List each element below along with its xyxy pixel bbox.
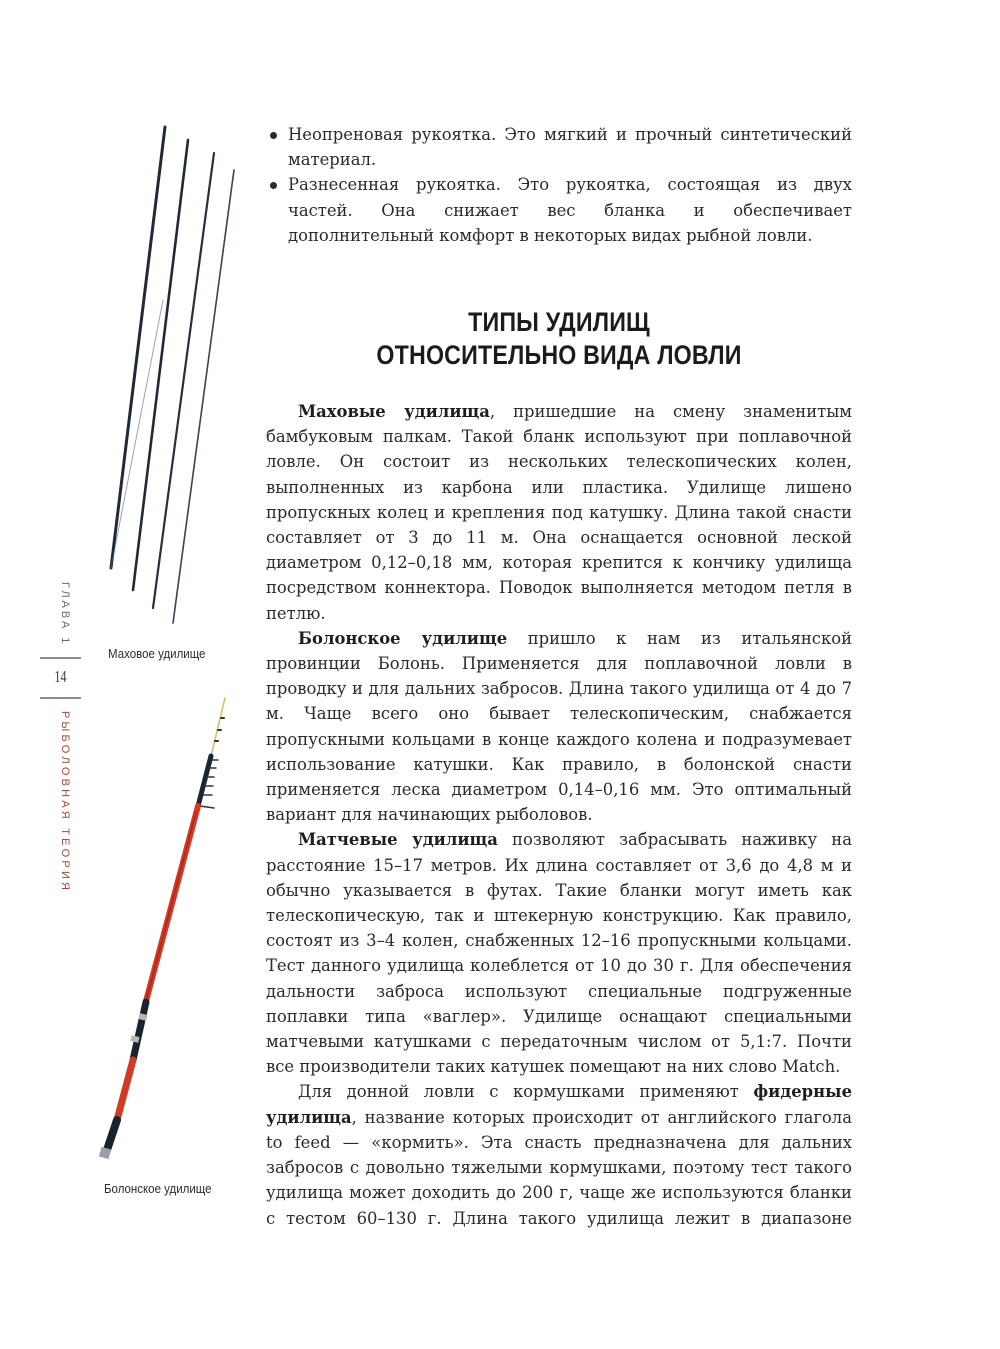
- section-label: РЫБОЛОВНАЯ ТЕОРИЯ: [59, 711, 71, 894]
- paragraph-text: пришло к нам из итальянской провинции Болонь. Применяется для поплавочной ловли в проводку и для дальних забросов. Длина такого удилища от 4 до 7 м. Чаще всего оно бывает телескопическим, снабжается пропускными кольцами в конце каждого колена и подразумевает использование катушки. Как правило, в болонской снасти применяется леска диаметром 0,14–0,16 мм. Это оптимальный вариант для начинающих рыболовов.: [266, 628, 852, 825]
- bullet-icon: [270, 132, 277, 139]
- paragraph-text: , пришедшие на смену знаменитым бамбуковым палкам. Такой бланк используют при поплавочной ловле. Он состоит из нескольких телескопических колен, выполненных из карбона или пластика. Удилище лишено пропускных колец и крепления под катушку. Длина такой снасти составляет от 3 до 11 м. Она оснащается основной леской диаметром 0,12–0,18 мм, которая крепится к кончику удилища посредством коннектора. Поводок выполняется методом петля в петлю.: [266, 402, 852, 623]
- figure-caption-bolognese-rod: Болонское удилище: [104, 1182, 212, 1196]
- pole-rod-icon: [111, 127, 234, 623]
- paragraph-bolognese-rod: [266, 626, 852, 828]
- term-match-rods: Матчевые удилища: [298, 830, 498, 850]
- section-heading: [307, 306, 811, 372]
- page-number: 14: [54, 667, 67, 686]
- paragraph-text: позволяют забрасывать наживку на расстояние 15–17 метров. Их длина составляет от 3,6 до 4,8 м и обычно указывается в футах. Такие бланки могут иметь как телескопическую, так и штекерную конструкцию. Как правило, состоят из 3–4 колен, снабженных 12–16 пропускными кольцами. Тест данного удилища колеблется от 10 до 30 г. Для обеспечения дальности заброса используют специальные подгруженные поплавки типа «ваглер». Удилище оснащают специальными матчевыми катушками с передаточным числом от 5,1:7. Почти все производители таких катушек помещают на них слово Match.: [266, 830, 852, 1077]
- term-bolognese-rod: Болонское удилище: [298, 628, 508, 648]
- pole-rods-illustration: [0, 0, 260, 1220]
- bullet-icon: [270, 182, 277, 189]
- chapter-label: ГЛАВА 1: [59, 582, 71, 647]
- term-feeder-rods: фидерные удилища: [266, 1082, 852, 1127]
- list-item-text: Неопреновая рукоятка. Это мягкий и прочный синтетический материал.: [288, 125, 852, 170]
- paragraph-feeder-rods: [266, 1079, 852, 1230]
- term-pole-rods: Маховые удилища: [298, 402, 490, 421]
- margin-rule-top: [40, 657, 81, 659]
- paragraph-match-rods: [266, 827, 852, 1079]
- figure-caption-pole-rod: Маховое удилище: [108, 647, 206, 661]
- paragraph-pole-rods: [266, 399, 852, 626]
- list-item-text: Разнесенная рукоятка. Это рукоятка, состоящая из двух частей. Она снижает вес бланка и обеспечивает дополнительный комфорт в некоторых видах рыбной ловли.: [288, 175, 852, 245]
- list-item: [266, 122, 852, 172]
- list-item: [266, 172, 852, 248]
- body-text: [266, 399, 852, 1231]
- heading-line-1: ТИПЫ УДИЛИЩ: [468, 307, 650, 337]
- handle-types-list: [266, 122, 852, 248]
- paragraph-text: , название которых происходит от английского глагола to feed — «кормить». Эта снасть предназначена для дальних забросов с довольно тяжелыми кормушками, поэтому тест такого удилища может доходить до 200 г, чаще же используются бланки с тестом 60–130 г. Длина такого удилища лежит в диапазоне: [266, 1107, 852, 1228]
- heading-line-2: ОТНОСИТЕЛЬНО ВИДА ЛОВЛИ: [376, 340, 742, 370]
- margin-rule-bottom: [40, 697, 81, 699]
- paragraph-lead: Для донной ловли с кормушками применяют: [298, 1082, 754, 1102]
- bolognese-rod-icon: [99, 698, 225, 1159]
